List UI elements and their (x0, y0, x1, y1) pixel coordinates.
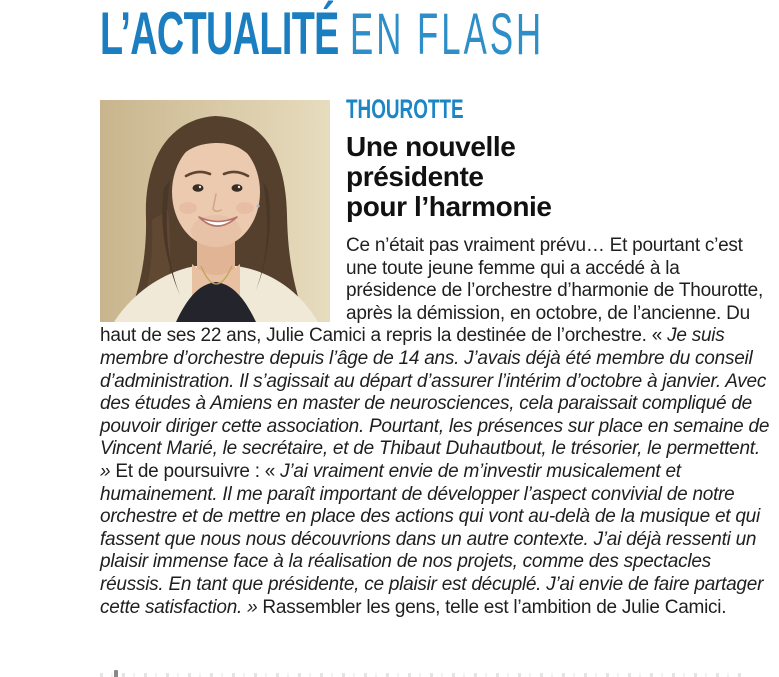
body-segment-quote-2: J’ai vraiment envie de m’investir musicalement et humainement. Il me paraît important de développer l’aspect convivial de notre orchestre et de mettre en place des actions qui vont au-delà de la musique et qui fassent que nous nous découvrions dans un autre contexte. J’ai déjà ressenti un plaisir immense face à la réalisation de nos projets, comme des spectacles réussis. En tant que présidente, ce plaisir est décuplé. J’ai envie de faire partager cette satisfaction. » (100, 460, 764, 618)
cut-off-letter-mark (114, 670, 118, 677)
body-segment-quote-1: Je suis membre d’orchestre depuis l’âge de 14 ans. J’avais déjà été membre du conseil d’administration. Il s’agissait au départ d’assurer l’intérim d’octobre à janvier. Avec des études à Amiens en master de neurosciences, cela paraissait compliqué de pouvoir diriger cette association. Pourtant, les présences sur place en semaine de Vincent Marié, le secrétaire, et de Thibaut Duhautbout, le trésorier, le permettent. » (100, 325, 770, 482)
article (100, 96, 770, 619)
kicker: THOUROTTE (346, 94, 464, 124)
headline-line-3: pour l’harmonie (346, 191, 552, 222)
masthead (100, 0, 740, 68)
cut-off-next-line (100, 673, 748, 677)
body-segment-roman-3: Rassembler les gens, telle est l’ambition de Julie Camici. (257, 596, 727, 618)
headline-line-1: Une nouvelle (346, 131, 516, 162)
headline-line-2: présidente (346, 161, 484, 192)
masthead-bold-title: L’ACTUALITÉ (100, 0, 339, 67)
portrait-illustration (100, 100, 330, 322)
body-segment-roman-1: Ce n’était pas vraiment prévu… Et pourtant c’est une toute jeune femme qui a accédé à la présidence de l’orchestre d’harmonie de Thourotte, après la démission, en octobre, de l’ancienne. Du haut de ses 22 ans, Julie Camici a repris la destinée de l’orchestre. « (100, 235, 764, 347)
body-segment-roman-2: Et de poursuivre : « (110, 460, 281, 482)
portrait-photo (100, 100, 330, 322)
masthead-light-title: EN FLASH (350, 2, 545, 67)
